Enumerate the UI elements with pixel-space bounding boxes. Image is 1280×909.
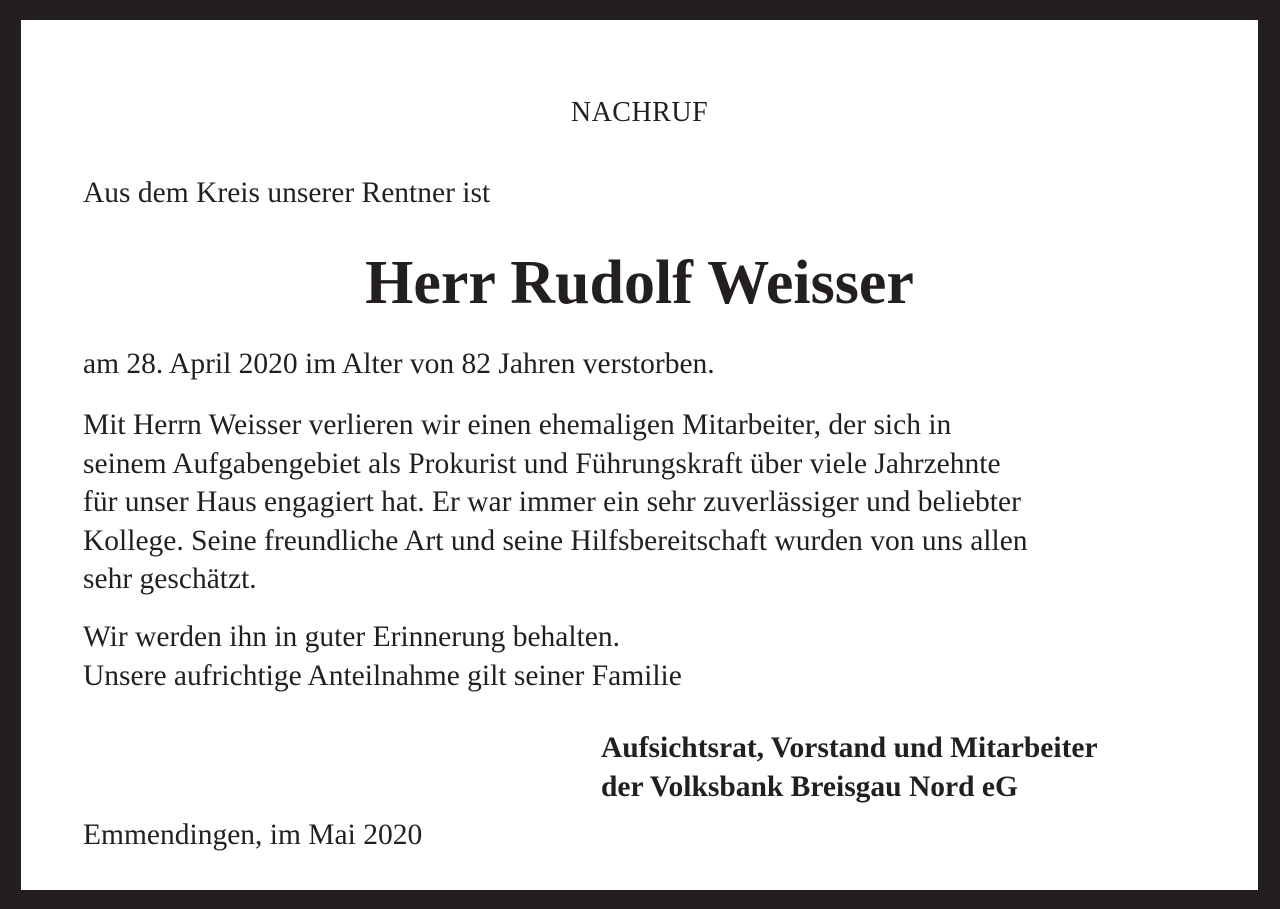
death-line: am 28. April 2020 im Alter von 82 Jahren verstorben. xyxy=(83,348,715,380)
tribute-line: seinem Aufgabengebiet als Prokurist und Führungskraft über viele Jahrzehnte xyxy=(83,447,1001,480)
closing-line: Unsere aufrichtige Anteilnahme gilt seiner Familie xyxy=(83,659,682,692)
tribute-line: für unser Haus engagiert hat. Er war immer ein sehr zuverlässiger und beliebter xyxy=(83,486,1021,518)
notice-heading: NACHRUF xyxy=(570,97,709,128)
place-date: Emmendingen, im Mai 2020 xyxy=(83,819,423,851)
tribute-line: Kollege. Seine freundliche Art und seine Hilfsbereitschaft wurden von uns allen xyxy=(83,524,1028,557)
obituary-notice xyxy=(21,20,1258,890)
closing-line: Wir werden ihn in guter Erinnerung behalten. xyxy=(83,621,621,653)
signature-line: Aufsichtsrat, Vorstand und Mitarbeiter xyxy=(601,732,1098,764)
tribute-line: Mit Herrn Weisser verlieren wir einen ehemaligen Mitarbeiter, der sich in xyxy=(83,409,952,441)
tribute-line: sehr geschätzt. xyxy=(83,563,257,595)
tribute-paragraph xyxy=(83,406,1028,599)
closing-paragraph xyxy=(83,618,682,695)
signature-line: der Volksbank Breisgau Nord eG xyxy=(601,770,1018,803)
signature-block xyxy=(601,729,1098,806)
intro-line: Aus dem Kreis unserer Rentner ist xyxy=(83,177,491,209)
deceased-name: Herr Rudolf Weisser xyxy=(365,249,914,317)
